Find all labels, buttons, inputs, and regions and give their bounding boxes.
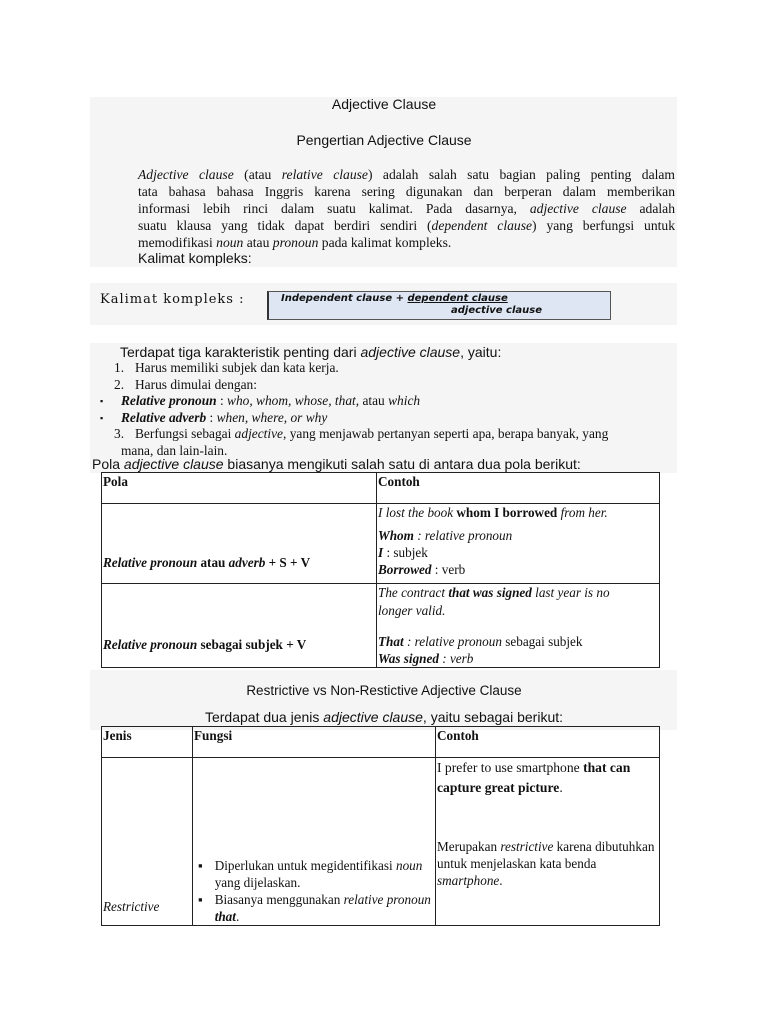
text-segment: pada kalimat kompleks. — [318, 235, 452, 250]
text-segment: : — [216, 393, 228, 408]
text-segment: ) adalah salah satu bagian paling penting dalam — [367, 167, 675, 182]
fungsi-item — [215, 857, 434, 891]
text-segment: noun — [395, 858, 423, 873]
text-segment: , yaitu sebagai berikut: — [422, 709, 564, 725]
contoh-line — [378, 584, 658, 601]
text-segment: adjective — [234, 426, 283, 441]
list-item — [100, 360, 608, 377]
text-segment: memodifikasi — [138, 235, 217, 250]
text-segment: Adjective clause — [138, 167, 234, 182]
text-segment: Harus memiliki subjek dan kata kerja. — [135, 360, 339, 375]
header-contoh: Contoh — [377, 473, 660, 504]
text-segment: who, whom, whose, that, — [227, 393, 360, 408]
text-segment: yang dijelaskan. — [214, 875, 301, 890]
header-fungsi: Fungsi — [193, 727, 436, 758]
text-segment: : verb — [438, 651, 474, 666]
text-segment: Relative pronoun — [121, 393, 217, 408]
text-segment: noun — [216, 235, 244, 250]
text-segment: . — [559, 780, 563, 795]
intro-line — [138, 183, 675, 200]
contoh-line — [378, 633, 658, 650]
text-segment: that — [214, 909, 236, 924]
number-marker: 2. — [114, 376, 125, 392]
contoh-line — [378, 527, 658, 544]
table-row — [102, 504, 660, 584]
list-item-text — [121, 410, 327, 425]
contoh-line — [378, 544, 658, 561]
text-segment: longer valid. — [378, 603, 446, 618]
bullet-marker: ▪ — [100, 396, 104, 406]
list-item-text — [135, 426, 608, 441]
section2-title: Restrictive vs Non-Restictive Adjective Clause — [246, 683, 522, 698]
text-segment: relative clause — [281, 167, 368, 182]
text-segment: , yaitu: — [460, 344, 502, 360]
text-segment: : verb — [431, 562, 466, 577]
jenis-cell — [102, 758, 193, 926]
list-item — [100, 377, 608, 394]
text-segment: whom I borrowed — [456, 505, 558, 520]
text-segment: smartphone — [437, 873, 500, 888]
pola-cell — [102, 504, 377, 584]
contoh-sentence — [437, 758, 658, 798]
clause-diagram — [267, 291, 611, 320]
contoh-line — [378, 650, 658, 667]
text-segment: That — [378, 634, 404, 649]
text-segment: which — [388, 393, 421, 408]
text-segment: dependent clause — [431, 218, 533, 233]
text-segment: restrictive — [500, 839, 554, 854]
contoh-cell — [377, 504, 660, 584]
text-segment: adjective clause — [529, 201, 627, 216]
karakteristik-list — [100, 360, 608, 459]
intro-line — [138, 217, 675, 234]
text-segment: from her. — [557, 505, 608, 520]
list-item — [100, 426, 608, 443]
text-segment: sebagai subjek + V — [197, 637, 307, 652]
dependent-clause-text: dependent clause — [407, 293, 508, 304]
text-segment: Restrictive — [103, 899, 160, 914]
subtitle: Pengertian Adjective Clause — [296, 132, 472, 148]
text-segment: adjective clause — [360, 344, 461, 360]
diagram-label: Kalimat kompleks : — [100, 292, 245, 307]
table-row — [102, 758, 660, 926]
text-segment: adverb — [228, 555, 266, 570]
page-title: Adjective Clause — [331, 96, 437, 112]
fungsi-cell: ▪ Diperlukan untuk megidentifikasi noun yang dijelaskan. ▪ Biasanya menggunakan relative pronoun that. — [193, 758, 436, 926]
table-row — [102, 584, 660, 668]
list-item — [100, 393, 608, 410]
karakteristik-intro — [120, 344, 501, 360]
kalimat-kompleks-label: Kalimat kompleks: — [138, 250, 252, 266]
contoh-line — [378, 602, 658, 619]
contoh-line — [378, 504, 658, 521]
text-segment: : subjek — [383, 545, 428, 560]
text-segment: biasanya mengikuti salah satu di antara dua pola berikut: — [223, 456, 581, 472]
number-marker: 1. — [114, 360, 125, 375]
pola-intro — [92, 456, 581, 472]
intro-paragraph — [138, 166, 675, 251]
header-pola: Pola — [102, 473, 377, 504]
text-segment: Harus dimulai dengan: — [135, 376, 257, 392]
text-segment: that can capture great picture — [437, 760, 631, 795]
header-contoh: Contoh — [436, 727, 660, 758]
list-item — [100, 410, 608, 427]
text-segment: Whom — [378, 528, 414, 543]
adjective-clause-text: adjective clause — [451, 305, 542, 316]
contoh-cell — [377, 584, 660, 668]
text-segment: tata bahasa bahasa Inggris karena sering digunakan dan berperan dalam memberikan — [138, 184, 675, 199]
text-segment: I — [378, 545, 384, 560]
text-segment: suatu klausa yang tidak dapat berdiri sendiri ( — [138, 218, 432, 233]
text-segment: adjective clause — [123, 456, 224, 472]
text-segment: Terdapat dua jenis — [204, 709, 324, 725]
text-segment: : relative pronoun — [413, 528, 513, 543]
contoh-line — [378, 561, 658, 578]
section2-intro — [0, 709, 768, 725]
list-item-text — [135, 360, 339, 375]
text-segment: that was signed — [448, 585, 532, 600]
pola-cell — [102, 584, 377, 668]
text-segment: informasi lebih rinci dalam suatu kalimat. Pada dasarnya, — [138, 201, 530, 216]
text-segment: The contract — [378, 585, 449, 600]
text-segment: Berfungsi sebagai — [135, 426, 235, 441]
text-segment: + S + V — [265, 555, 311, 570]
text-segment: Merupakan — [437, 839, 501, 854]
list-item-text — [135, 377, 257, 392]
bullet-marker: ▪ — [100, 412, 104, 423]
text-segment: last year is no — [531, 585, 610, 600]
text-segment: karena dibutuhkan untuk menjelaskan kata benda — [437, 839, 655, 871]
text-segment: I prefer to use smartphone — [437, 760, 584, 775]
text-segment: Borrowed — [378, 562, 432, 577]
text-segment: when, where, or why — [216, 409, 328, 425]
list-item-text — [121, 393, 420, 408]
text-segment: Pola — [92, 456, 124, 472]
text-segment: Biasanya menggunakan — [214, 892, 344, 907]
contoh-cell — [436, 758, 660, 926]
text-segment: sebagai subjek — [501, 634, 583, 649]
number-marker: 3. — [114, 426, 125, 441]
text-segment: relative pronoun — [343, 892, 431, 907]
text-segment: : — [206, 409, 217, 425]
intro-line — [138, 234, 675, 251]
text-segment: . — [499, 873, 503, 888]
intro-line — [138, 166, 675, 183]
text-segment: adalah — [626, 201, 675, 216]
text-segment: Diperlukan untuk megidentifikasi — [214, 858, 396, 873]
text-segment: (atau — [233, 167, 282, 182]
text-segment: Relative adverb — [121, 409, 207, 425]
text-segment: atau — [243, 235, 273, 250]
contoh-explanation — [437, 838, 658, 889]
text-segment: Relative pronoun — [103, 555, 198, 570]
text-segment: atau — [197, 555, 229, 570]
intro-line — [138, 200, 675, 217]
text-segment: Relative pronoun — [103, 637, 198, 652]
pola-table — [101, 472, 660, 668]
fungsi-item — [215, 891, 434, 925]
header-jenis: Jenis — [102, 727, 193, 758]
text-segment: I lost the book — [378, 505, 457, 520]
text-segment: : relative pronoun — [403, 634, 502, 649]
text-segment: mana, dan lain-lain. — [121, 442, 228, 458]
text-segment: pronoun — [272, 235, 319, 250]
text-segment: , yang menjawab pertanyan seperti apa, berapa banyak, yang — [283, 426, 609, 441]
text-segment: ) yang berfungsi untuk — [532, 218, 676, 233]
text-segment: . — [235, 909, 240, 924]
text-segment: Terdapat tiga karakteristik penting dari — [120, 344, 361, 360]
independent-clause-text: Independent clause + — [281, 293, 408, 304]
text-segment: adjective clause — [323, 709, 423, 725]
text-segment: Was signed — [378, 651, 439, 666]
jenis-table — [101, 726, 660, 926]
text-segment: atau — [359, 393, 389, 408]
